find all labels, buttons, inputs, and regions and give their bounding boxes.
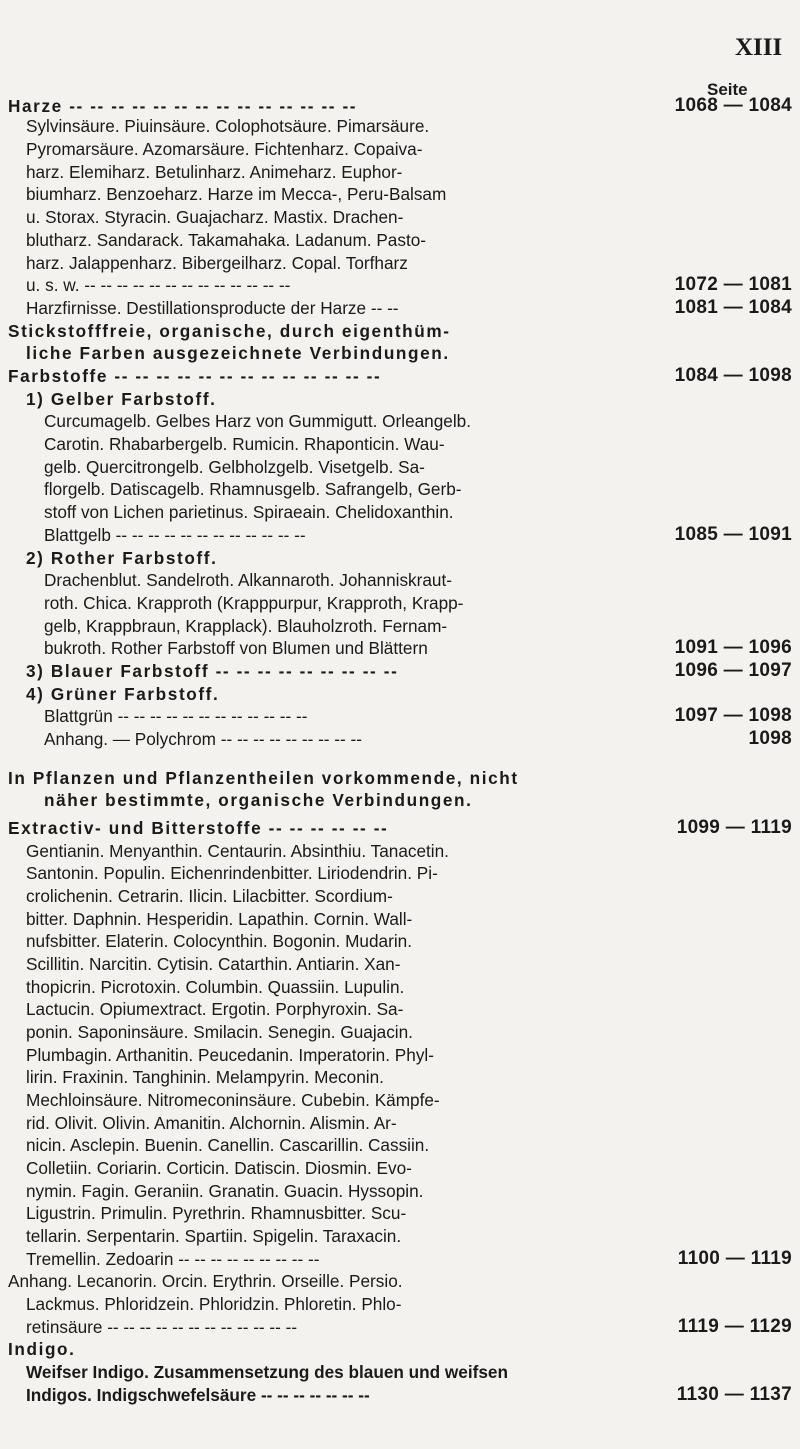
index-line <box>0 251 800 275</box>
index-line <box>0 160 800 184</box>
index-line-text: 4) Grüner Farbstoff. <box>26 684 220 704</box>
index-line-text: thopicrin. Picrotoxin. Columbin. Quassiin. Lupulin. <box>26 977 405 997</box>
page-range: 1072 — 1081 <box>674 274 792 295</box>
index-line <box>0 907 800 931</box>
index-line <box>0 273 800 297</box>
index-line-text: ponin. Saponinsäure. Smilacin. Senegin. Guajacin. <box>26 1022 413 1042</box>
page-range: 1130 — 1137 <box>676 1384 792 1405</box>
page-range: 1097 — 1098 <box>674 705 792 726</box>
index-line <box>0 137 800 161</box>
index-line <box>0 727 800 751</box>
index-line <box>0 614 800 638</box>
index-line-text: nymin. Fagin. Geraniin. Granatin. Guacin. Hyssopin. <box>26 1181 424 1201</box>
index-line-text: Carotin. Rhabarbergelb. Rumicin. Rhaponticin. Wau- <box>44 434 445 454</box>
index-line <box>0 1269 800 1293</box>
index-line-text: Anhang. Lecanorin. Orcin. Erythrin. Orseille. Persio. <box>8 1271 403 1291</box>
index-line <box>0 659 800 683</box>
page-range: 1099 — 1119 <box>676 817 792 838</box>
index-line <box>0 1315 800 1339</box>
index-line-text: u. Storax. Styracin. Guajacharz. Mastix. Drachen- <box>26 207 404 227</box>
index-line-text: näher bestimmte, organische Verbindungen. <box>44 790 473 810</box>
index-line <box>0 839 800 863</box>
index-line-text: gelb. Quercitrongelb. Gelbholzgelb. Visetgelb. Sa- <box>44 457 425 477</box>
index-line <box>0 568 800 592</box>
index-line <box>0 929 800 953</box>
index-line <box>0 636 800 660</box>
index-line <box>0 477 800 501</box>
page-range: 1100 — 1119 <box>677 1248 792 1269</box>
index-line-text: stoff von Lichen parietinus. Spiraeain. Chelidoxanthin. <box>44 502 454 522</box>
index-line <box>0 1224 800 1248</box>
index-line-text: bitter. Daphnin. Hesperidin. Lapathin. Cornin. Wall- <box>26 909 413 929</box>
index-line-text: Indigos. Indigschwefelsäure -- -- -- -- -- -- -- <box>26 1385 370 1405</box>
index-line <box>0 364 800 388</box>
index-line <box>0 523 800 547</box>
index-line-text: lirin. Fraxinin. Tanghinin. Melampyrin. Meconin. <box>26 1067 384 1087</box>
index-line <box>0 1043 800 1067</box>
index-line <box>0 1156 800 1180</box>
index-line-text: 1) Gelber Farbstoff. <box>26 389 217 409</box>
index-line-text: Extractiv- und Bitterstoffe -- -- -- -- -- -- <box>8 818 389 838</box>
page-range: 1068 — 1084 <box>674 95 792 116</box>
index-line-text: blutharz. Sandarack. Takamahaka. Ladanum. Pasto- <box>26 230 427 250</box>
index-line-text: retinsäure -- -- -- -- -- -- -- -- -- -- -- -- <box>26 1317 298 1337</box>
index-line-text: 3) Blauer Farbstoff -- -- -- -- -- -- -- -- -- <box>26 661 399 681</box>
index-line <box>0 1020 800 1044</box>
index-line <box>0 1133 800 1157</box>
index-line-text: Curcumagelb. Gelbes Harz von Gummigutt. Orleangelb. <box>44 411 472 431</box>
column-header-seite: Seite <box>707 80 748 99</box>
index-line-text: Farbstoffe -- -- -- -- -- -- -- -- -- -- -- -- -- <box>8 366 382 386</box>
page-range: 1084 — 1098 <box>674 365 792 386</box>
index-line <box>0 788 800 812</box>
index-line <box>0 1111 800 1135</box>
index-line <box>0 1247 800 1271</box>
index-line-text: roth. Chica. Krapproth (Krapppurpur, Krapproth, Krapp- <box>44 593 464 613</box>
index-line-text: Harzfirnisse. Destillationsproducte der Harze -- -- <box>26 298 399 318</box>
index-line <box>0 228 800 252</box>
index-line <box>0 682 800 706</box>
page-number: XIII <box>735 34 783 61</box>
index-line <box>0 1360 800 1384</box>
index-line-text: Drachenblut. Sandelroth. Alkannaroth. Johanniskraut- <box>44 570 452 590</box>
index-line <box>0 1088 800 1112</box>
index-line <box>0 546 800 570</box>
index-line <box>0 975 800 999</box>
index-line-text: nufsbitter. Elaterin. Colocynthin. Bogonin. Mudarin. <box>26 931 412 951</box>
index-line-text: Indigo. <box>8 1339 76 1359</box>
index-line-text: liche Farben ausgezeichnete Verbindungen. <box>26 343 450 363</box>
index-line <box>0 1337 800 1361</box>
index-line-text: Santonin. Populin. Eichenrindenbitter. Liriodendrin. Pi- <box>26 863 438 883</box>
index-line <box>0 1179 800 1203</box>
page-range: 1091 — 1096 <box>674 637 792 658</box>
index-line <box>0 1065 800 1089</box>
index-line <box>0 816 800 840</box>
index-line <box>0 1201 800 1225</box>
index-line-text: Anhang. — Polychrom -- -- -- -- -- -- -- -- -- <box>44 729 362 749</box>
page-range: 1096 — 1097 <box>674 660 792 681</box>
index-line-text: Gentianin. Menyanthin. Centaurin. Absinthiu. Tanacetin. <box>26 841 449 861</box>
index-line-text: nicin. Asclepin. Buenin. Canellin. Cascarillin. Cassiin. <box>26 1135 430 1155</box>
index-line <box>0 341 800 365</box>
index-line <box>0 296 800 320</box>
index-line-text: Scillitin. Narcitin. Cytisin. Catarthin. Antiarin. Xan- <box>26 954 401 974</box>
index-line <box>0 766 800 790</box>
index-line <box>0 114 800 138</box>
index-line-text: tellarin. Serpentarin. Spartiin. Spigelin. Taraxacin. <box>26 1226 402 1246</box>
index-line-text: Plumbagin. Arthanitin. Peucedanin. Imperatorin. Phyl- <box>26 1045 434 1065</box>
index-line-text: harz. Elemiharz. Betulinharz. Animeharz. Euphor- <box>26 162 403 182</box>
index-line-text: Weifser Indigo. Zusammensetzung des blauen und weifsen <box>26 1362 508 1382</box>
index-line-text: biumharz. Benzoeharz. Harze im Mecca-, Peru-Balsam <box>26 184 447 204</box>
index-line-text: bukroth. Rother Farbstoff von Blumen und Blättern <box>44 638 428 658</box>
index-line <box>0 861 800 885</box>
index-line-text: Mechloinsäure. Nitromeconinsäure. Cubebin. Kämpfe- <box>26 1090 440 1110</box>
index-line-text: In Pflanzen und Pflanzentheilen vorkommende, nicht <box>8 768 519 788</box>
index-line <box>0 884 800 908</box>
index-line <box>0 455 800 479</box>
page-range: 1119 — 1129 <box>677 1316 792 1337</box>
index-line-text: Lackmus. Phloridzein. Phloridzin. Phloretin. Phlo- <box>26 1294 402 1314</box>
index-line <box>0 952 800 976</box>
index-line-text: crolichenin. Cetrarin. Ilicin. Lilacbitter. Scordium- <box>26 886 393 906</box>
page-range: 1081 — 1084 <box>674 297 792 318</box>
index-line-text: u. s. w. -- -- -- -- -- -- -- -- -- -- -- -- -- <box>26 275 291 295</box>
index-line <box>0 409 800 433</box>
index-line-text: Sylvinsäure. Piuinsäure. Colophotsäure. Pimarsäure. <box>26 116 430 136</box>
index-line-text: Ligustrin. Primulin. Pyrethrin. Rhamnusbitter. Scu- <box>26 1203 407 1223</box>
index-line <box>0 1292 800 1316</box>
index-line-text: harz. Jalappenharz. Bibergeilharz. Copal. Torfharz <box>26 253 408 273</box>
index-line-text: Pyromarsäure. Azomarsäure. Fichtenharz. Copaiva- <box>26 139 423 159</box>
index-line-text: rid. Olivit. Olivin. Amanitin. Alchornin. Alismin. Ar- <box>26 1113 397 1133</box>
index-line-text: Stickstofffreie, organische, durch eigenthüm- <box>8 321 451 341</box>
index-line <box>0 182 800 206</box>
index-line-text: Lactucin. Opiumextract. Ergotin. Porphyroxin. Sa- <box>26 999 404 1019</box>
index-line-text: Colletiin. Coriarin. Corticin. Datiscin. Diosmin. Evo- <box>26 1158 412 1178</box>
index-line <box>0 591 800 615</box>
index-line-text: Tremellin. Zedoarin -- -- -- -- -- -- -- -- -- <box>26 1249 320 1269</box>
index-line-text: Blattgrün -- -- -- -- -- -- -- -- -- -- -- -- <box>44 706 308 726</box>
page-range: 1098 <box>748 728 792 749</box>
page-range: 1085 — 1091 <box>674 524 792 545</box>
index-line <box>0 704 800 728</box>
index-line-text: gelb, Krappbraun, Krapplack). Blauholzroth. Fernam- <box>44 616 448 636</box>
index-line <box>0 997 800 1021</box>
index-line <box>0 205 800 229</box>
index-line <box>0 319 800 343</box>
index-line <box>0 432 800 456</box>
index-line-text: Blattgelb -- -- -- -- -- -- -- -- -- -- -- -- <box>44 525 306 545</box>
index-line-text: Harze -- -- -- -- -- -- -- -- -- -- -- -- -- -- <box>8 96 358 116</box>
index-line <box>0 500 800 524</box>
index-line-text: 2) Rother Farbstoff. <box>26 548 218 568</box>
index-line <box>0 387 800 411</box>
index-line-text: florgelb. Datiscagelb. Rhamnusgelb. Safrangelb, Gerb- <box>44 479 462 499</box>
index-line <box>0 1383 800 1407</box>
